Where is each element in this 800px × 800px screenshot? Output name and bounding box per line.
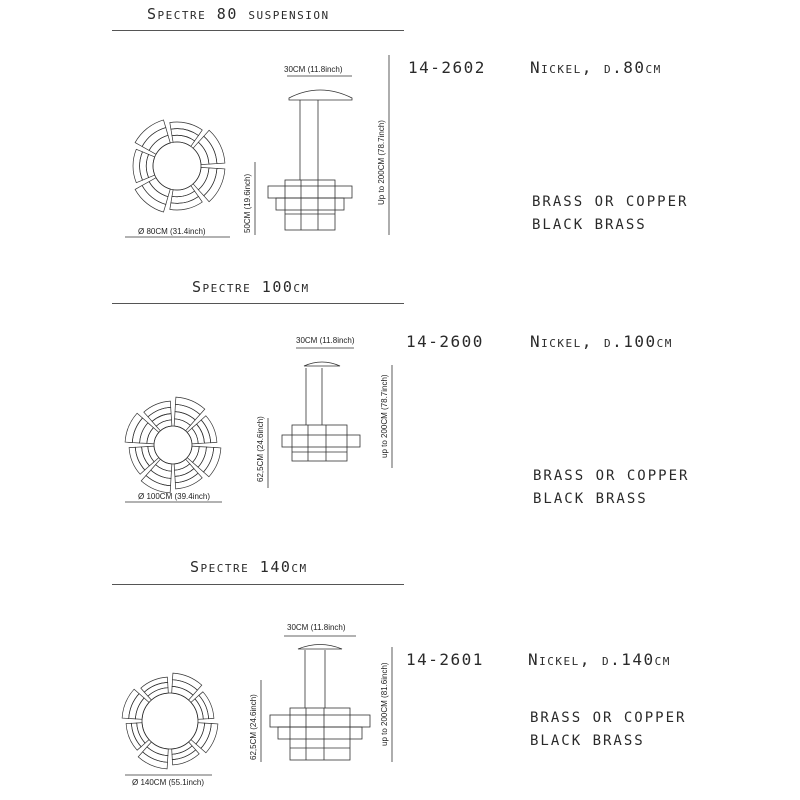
width-dimension: 30CM (11.8inch) (287, 623, 346, 632)
finish-option-black-brass: BLACK BRASS (533, 491, 648, 507)
rosette-segment (142, 182, 168, 205)
rosette-segment (138, 752, 167, 769)
finish-option-black-brass: BLACK BRASS (530, 733, 645, 749)
rosette-segment (204, 168, 225, 201)
product-section-spectre-140 (0, 540, 800, 800)
section-title: Spectre 140cm (190, 558, 308, 576)
rosette-segment (201, 724, 218, 753)
rosette-segment (133, 149, 142, 182)
finish-label: Nickel, d.100cm (530, 332, 673, 351)
rosette-segment (170, 122, 203, 135)
rosette-segment (149, 135, 170, 154)
diameter-dimension: Ø 100CM (39.4inch) (138, 492, 211, 501)
lamp-drawing-140 (0, 540, 800, 800)
rosette-segment (135, 186, 166, 213)
body-height-dimension: 62,5CM (24.6inch) (256, 416, 265, 482)
finish-label: Nickel, d.140cm (528, 650, 671, 669)
rosette-segment (171, 191, 199, 203)
top-view-80 (133, 120, 225, 212)
finish-label: Nickel, d.80cm (530, 58, 662, 77)
rosette-segment (170, 197, 203, 210)
width-dimension: 30CM (11.8inch) (284, 65, 343, 74)
finish-option-black-brass: BLACK BRASS (532, 217, 647, 233)
product-section-spectre-100 (0, 270, 800, 540)
side-view-100 (282, 362, 360, 461)
rosette-segment (141, 677, 168, 692)
finish-option-brass-copper: BRASS OR COPPER (533, 468, 690, 484)
rosette-segment (135, 120, 166, 147)
rosette-segment (142, 128, 168, 151)
body-height-dimension: 62,5CM (24.6inch) (249, 694, 258, 760)
product-code: 14-2600 (406, 332, 484, 351)
rosette-segment (149, 178, 170, 197)
total-height-dimension: up to 200CM (78.7inch) (380, 374, 389, 458)
rosette-segment (172, 186, 195, 197)
section-title: Spectre 100cm (192, 278, 310, 296)
rosette-segment (172, 750, 199, 765)
body-height-dimension: 50CM (19.6inch) (243, 173, 252, 233)
rosette-segment (126, 723, 141, 750)
section-title: Spectre 80 suspension (147, 5, 330, 23)
diameter-dimension: Ø 140CM (55.1inch) (132, 778, 205, 787)
top-view-100 (125, 397, 221, 493)
rosette-segment (173, 673, 202, 690)
rosette-segment (204, 130, 225, 163)
total-height-dimension: up to 200CM (81.6inch) (380, 662, 389, 746)
side-view-140 (270, 645, 370, 761)
rosette-segment (199, 692, 214, 719)
rosette-segment (171, 129, 199, 141)
product-section-spectre-80 (0, 0, 800, 270)
finish-option-brass-copper: BRASS OR COPPER (532, 194, 689, 210)
finish-option-brass-copper: BRASS OR COPPER (530, 710, 687, 726)
rosette-segment (122, 689, 139, 718)
total-height-dimension: Up to 200CM (78.7inch) (377, 120, 386, 205)
product-code: 14-2602 (408, 58, 486, 77)
product-code: 14-2601 (406, 650, 484, 669)
top-view-140 (122, 673, 218, 769)
lamp-drawing-100 (0, 270, 800, 540)
rosette-segment (172, 135, 195, 146)
width-dimension: 30CM (11.8inch) (296, 336, 355, 345)
side-view-80 (268, 90, 352, 230)
diameter-dimension: Ø 80CM (31.4inch) (138, 227, 206, 236)
lamp-drawing-80 (0, 0, 800, 270)
